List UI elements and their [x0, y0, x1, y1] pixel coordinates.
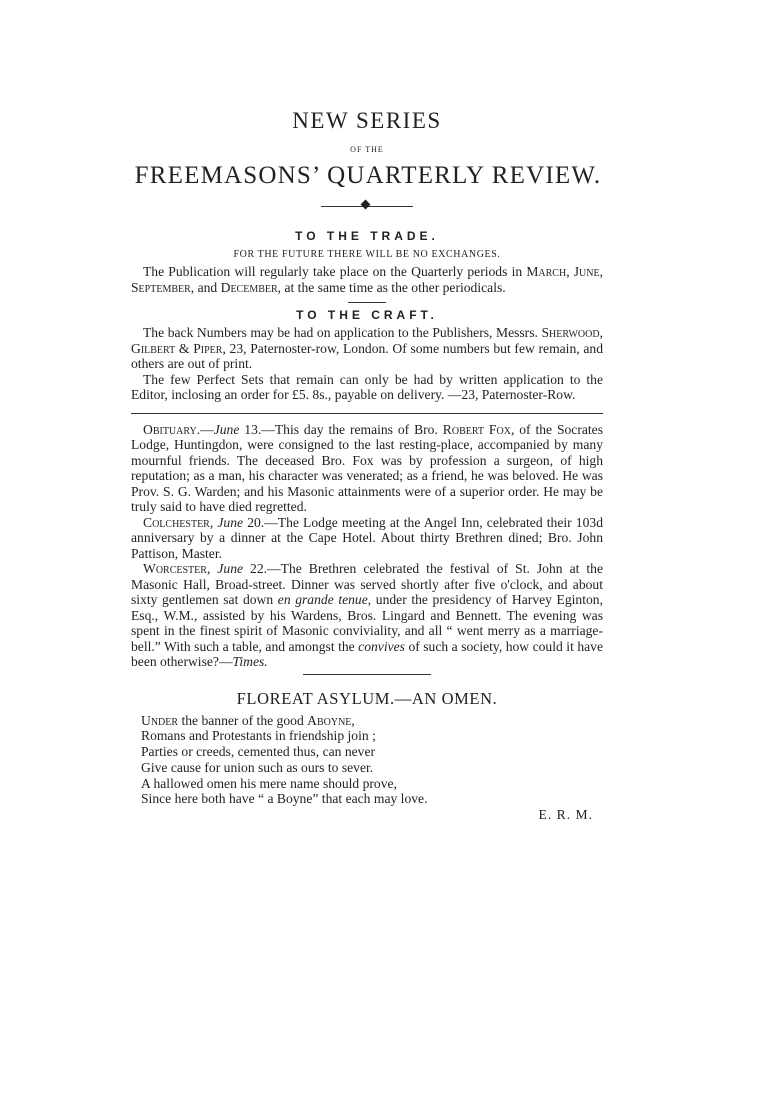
sep: ,	[566, 264, 574, 279]
short-rule	[348, 302, 386, 303]
publisher-name: Gilbert	[131, 340, 176, 356]
review-title: FREEMASONS’ QUARTERLY REVIEW.	[134, 162, 602, 189]
series-connector: OF THE	[350, 145, 384, 154]
month-december: December	[220, 279, 278, 295]
poem-text: the banner of the good	[178, 712, 308, 728]
craft-text-end: , 23, Paternoster-row, London. Of some numbers but few remain, and others are out of print.	[131, 340, 603, 371]
worcester-paragraph	[131, 561, 603, 670]
poem-signature: E. R. M.	[538, 807, 593, 823]
publisher-name: Piper	[193, 340, 223, 356]
deceased-name: Robert Fox	[442, 421, 511, 437]
sep: &	[175, 340, 194, 356]
worcester-text: 22.—The Brethren celebrated the festival of St. John at the Masonic Hall, Broad-street. Dinner was served shortly after five o'clock, and about sixty gentlemen sat down	[131, 561, 603, 607]
worcester-italic: en grande tenue	[277, 592, 368, 607]
worcester-italic: convives	[358, 638, 405, 654]
dash: —	[200, 421, 214, 437]
worcester-source: Times.	[232, 654, 268, 669]
poem-line-3: Parties or creeds, cemented thus, can never	[141, 744, 376, 760]
month-june: June	[573, 264, 600, 279]
craft-paragraph-1	[131, 325, 603, 372]
diamond-icon	[361, 200, 371, 210]
colchester-heading: Colchester,	[143, 514, 214, 530]
month-march: March	[526, 264, 567, 279]
craft-heading: TO THE CRAFT.	[296, 308, 438, 322]
obituary-date: June	[213, 421, 240, 437]
obituary-heading: Obituary.	[143, 421, 201, 437]
mid-rule	[303, 674, 431, 675]
poem-initial-word: Under	[141, 712, 179, 728]
page	[131, 108, 603, 823]
craft-text: The back Numbers may be had on application to the Publishers, Messrs.	[143, 325, 542, 340]
poem-text: ,	[351, 712, 355, 728]
trade-paragraph	[131, 264, 603, 295]
poem-name: Aboyne	[307, 712, 352, 728]
poem-line-1	[141, 713, 603, 729]
craft-paragraph-2: The few Perfect Sets that remain can only be had by written application to the Editor, inclosing an order for £5. 8s., payable on delivery. —23, Paternoster-Row.	[131, 371, 603, 402]
worcester-heading: Worcester,	[143, 561, 211, 576]
sep: ,	[599, 325, 603, 340]
trade-text-end: , at the same time as the other periodicals.	[277, 279, 506, 295]
worcester-date: June	[217, 561, 244, 576]
colchester-date: June	[217, 514, 244, 530]
obituary-text: 13.—This day the remains of Bro.	[239, 421, 443, 437]
colchester-paragraph	[131, 515, 603, 562]
trade-text: The Publication will regularly take place on the Quarterly periods in	[143, 264, 527, 279]
section-rule	[131, 413, 603, 414]
publisher-name: Sherwood	[541, 325, 600, 340]
obituary-text-end: , of the Socrates Lodge, Huntingdon, were consigned to the last resting-place, accompanied by many mournful friends. The deceased Bro. Fox was by profession a surgeon, of high reputation; as a man, his character was venerated; as a friend, he was beloved. He was Prov. S. G. Warden; and his Masonic attainments were of a superior order. He may be truly said to have died regretted.	[131, 421, 604, 514]
ornamental-divider	[131, 200, 603, 214]
poem-line-2: Romans and Protestants in friendship join ;	[141, 728, 376, 744]
trade-subheading: FOR THE FUTURE THERE WILL BE NO EXCHANGES.	[233, 249, 501, 260]
worcester-text: of such a society, how could it have been otherwise?—	[131, 638, 603, 669]
month-september: September	[131, 279, 191, 295]
poem-line-5: A hallowed omen his mere name should prove,	[141, 775, 397, 791]
poem-line-4: Give cause for union such as ours to sever.	[141, 759, 374, 775]
obituary-paragraph	[131, 422, 603, 515]
colchester-text: 20.—The Lodge meeting at the Angel Inn, celebrated their 103d anniversary by a dinner at the Cape Hotel. About thirty Brethren dined; Bro. John Pattison, Master.	[131, 514, 603, 561]
sep: , and	[190, 279, 221, 295]
series-title: NEW SERIES	[292, 108, 442, 133]
poem-title: FLOREAT ASYLUM.—AN OMEN.	[236, 688, 498, 708]
worcester-text: , under the presidency of Harvey Eginton, Esq., W.M., assisted by his Wardens, Bros. Lingard and Bennett. The evening was spent in the finest spirit of Masonic conviviality, and all “ went merry as a marriage-bell.” With such a table, and amongst the	[131, 592, 603, 654]
trade-heading: TO THE TRADE.	[295, 229, 439, 243]
poem	[141, 713, 603, 808]
poem-line-6: Since here both have “ a Boyne” that each may love.	[141, 791, 428, 807]
sep: ,	[599, 264, 604, 279]
